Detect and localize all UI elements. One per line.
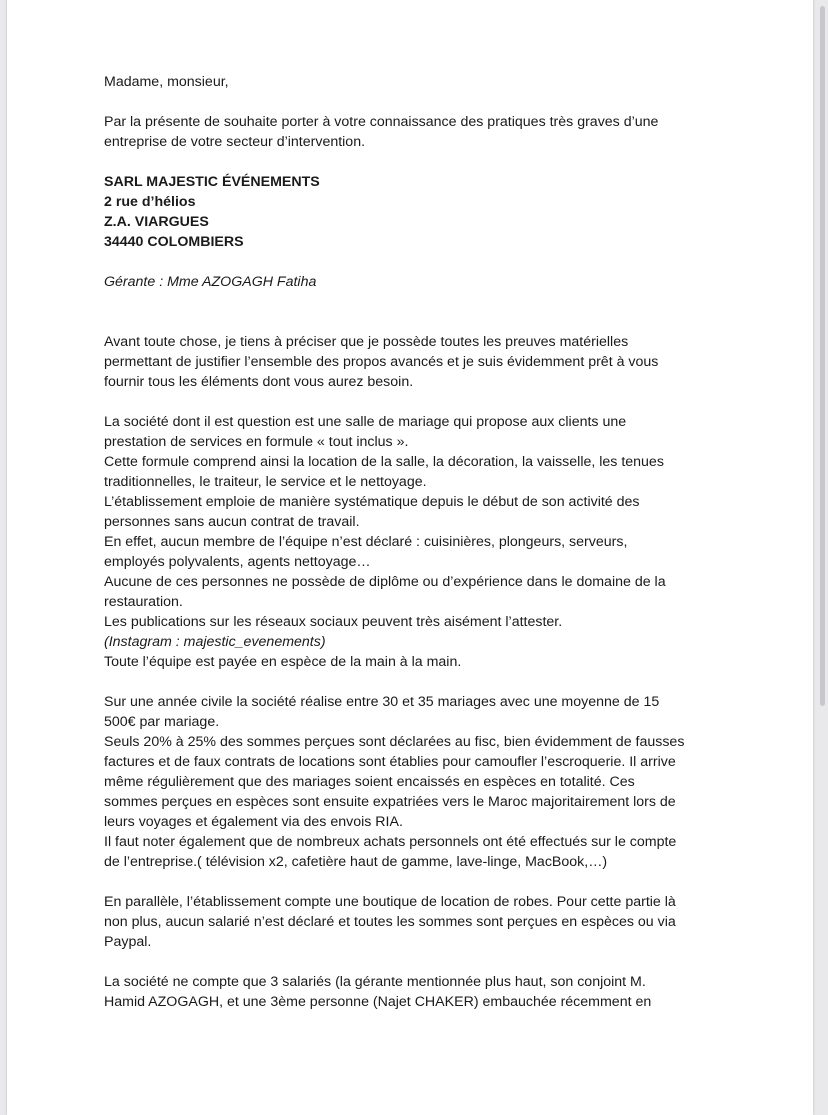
- boutique-line: non plus, aucun salarié n’est déclaré et toutes les sommes sont perçues en espèces ou via: [104, 914, 676, 930]
- company-line: En effet, aucun membre de l’équipe n’est déclaré : cuisinières, plongeurs, serveurs,: [104, 534, 628, 550]
- proofs-line: fournir tous les éléments dont vous aurez besoin.: [104, 374, 414, 390]
- staff-line: La société ne compte que 3 salariés (la gérante mentionnée plus haut, son conjoint M.: [104, 974, 646, 990]
- intro-paragraph: [104, 112, 724, 152]
- company-address: [104, 172, 724, 252]
- document-page: [7, 0, 813, 1115]
- intro-line: Par la présente de souhaite porter à votre connaissance des pratiques très graves d’une: [104, 114, 659, 130]
- boutique-line: En parallèle, l’établissement compte une boutique de location de robes. Pour cette partie là: [104, 894, 676, 910]
- company-line: restauration.: [104, 594, 183, 610]
- company-line: personnes sans aucun contrat de travail.: [104, 514, 360, 530]
- instagram-note: (Instagram : majestic_evenements): [104, 634, 326, 650]
- boutique-paragraph: [104, 892, 724, 952]
- proofs-line: permettant de justifier l’ensemble des propos avancés et je suis évidemment prêt à vous: [104, 354, 659, 370]
- finance-line: factures et de faux contrats de locations sont établies pour camoufler l’escroquerie. Il arrive: [104, 754, 676, 770]
- letter-body: [104, 72, 724, 1012]
- company-line: Les publications sur les réseaux sociaux peuvent très aisément l’attester.: [104, 614, 563, 630]
- proofs-line: Avant toute chose, je tiens à préciser que je possède toutes les preuves matérielles: [104, 334, 629, 350]
- boutique-line: Paypal.: [104, 934, 152, 950]
- company-line: prestation de services en formule « tout inclus ».: [104, 434, 409, 450]
- finance-line: Sur une année civile la société réalise entre 30 et 35 mariages avec une moyenne de 15: [104, 694, 660, 710]
- finance-line: 500€ par mariage.: [104, 714, 220, 730]
- company-zone: Z.A. VIARGUES: [104, 214, 209, 230]
- company-paragraph: [104, 412, 724, 672]
- finance-line: leurs voyages et également via des envois RIA.: [104, 814, 403, 830]
- manager-line: Gérante : Mme AZOGAGH Fatiha: [104, 274, 317, 290]
- company-line: L’établissement emploie de manière systématique depuis le début de son activité des: [104, 494, 640, 510]
- company-city: 34440 COLOMBIERS: [104, 234, 244, 250]
- proofs-paragraph: [104, 332, 724, 392]
- finance-line: de l’entreprise.( télévision x2, cafetière haut de gamme, lave-linge, MacBook,…): [104, 854, 608, 870]
- payment-line: Toute l’équipe est payée en espèce de la main à la main.: [104, 654, 462, 670]
- finance-line: Seuls 20% à 25% des sommes perçues sont déclarées au fisc, bien évidemment de fausses: [104, 734, 685, 750]
- company-line: Cette formule comprend ainsi la location de la salle, la décoration, la vaisselle, les tenues: [104, 454, 664, 470]
- finance-line: sommes perçues en espèces sont ensuite expatriées vers le Maroc majoritairement lors de: [104, 794, 676, 810]
- company-street: 2 rue d’hélios: [104, 194, 196, 210]
- intro-line: entreprise de votre secteur d’intervention.: [104, 134, 366, 150]
- staff-line: Hamid AZOGAGH, et une 3ème personne (Najet CHAKER) embauchée récemment en: [104, 994, 652, 1010]
- finance-paragraph: [104, 692, 724, 872]
- staff-paragraph: [104, 972, 724, 1012]
- company-line: traditionnelles, le traiteur, le service et le nettoyage.: [104, 474, 427, 490]
- company-line: employés polyvalents, agents nettoyage…: [104, 554, 371, 570]
- finance-line: même régulièrement que des mariages soient encaissés en espèces en totalité. Ces: [104, 774, 635, 790]
- vertical-scrollbar[interactable]: [820, 6, 825, 706]
- company-line: Aucune de ces personnes ne possède de diplôme ou d’expérience dans le domaine de la: [104, 574, 666, 590]
- finance-line: Il faut noter également que de nombreux achats personnels ont été effectués sur le compte: [104, 834, 677, 850]
- company-line: La société dont il est question est une salle de mariage qui propose aux clients une: [104, 414, 627, 430]
- salutation: Madame, monsieur,: [104, 74, 229, 90]
- company-name: SARL MAJESTIC ÉVÉNEMENTS: [104, 174, 320, 190]
